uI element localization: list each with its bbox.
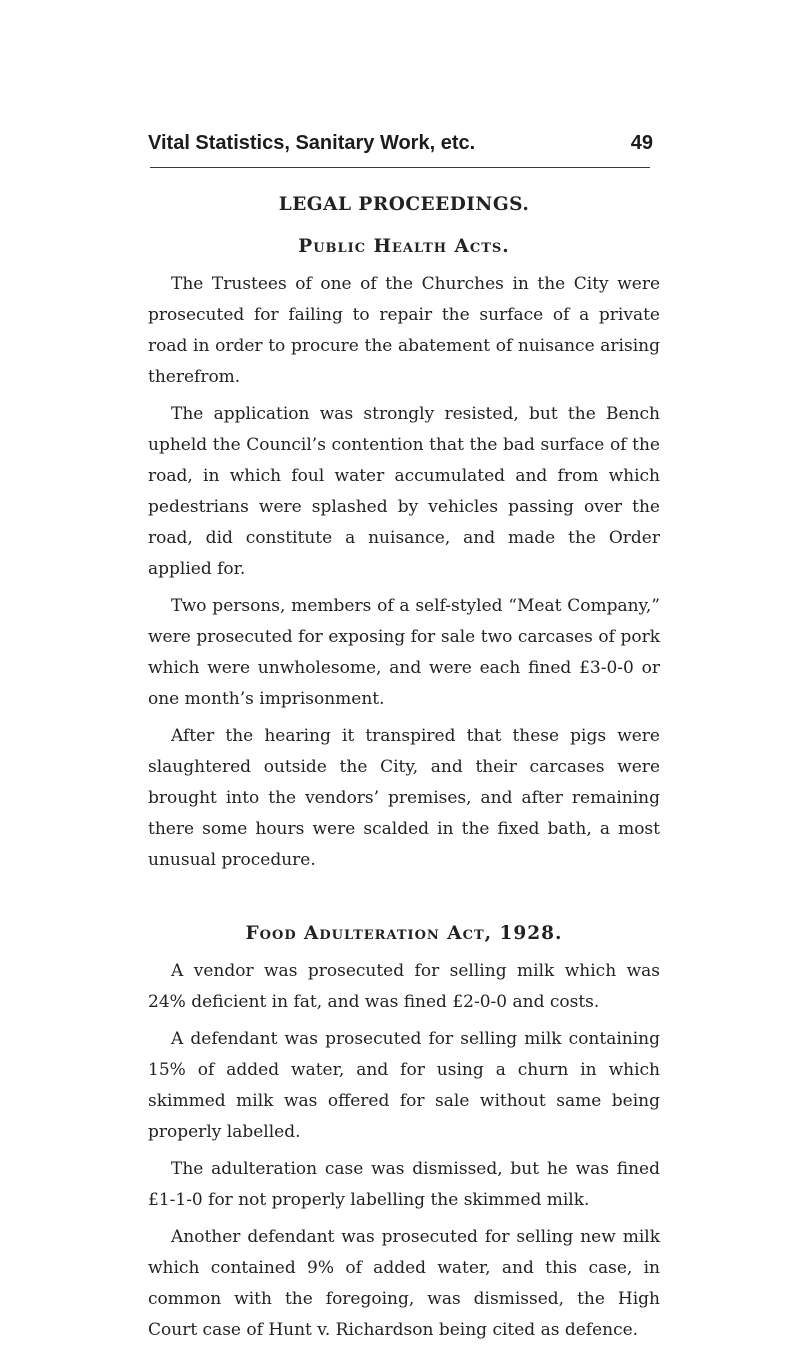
paragraph: The application was strongly resisted, but the Bench upheld the Council’s contention that the bad surface of the road, in which foul water accumulated and from which pedestrians were splashed by vehicles passing over the road, did constitute a nuisance, and made the Order applied for. [148, 404, 660, 579]
paragraph: The Trustees of one of the Churches in the City were prosecuted for failing to repair the surface of a private road in order to procure the abatement of nuisance arising therefrom. [148, 274, 660, 387]
section-heading: LEGAL PROCEEDINGS. [278, 194, 530, 215]
paragraph: A vendor was prosecuted for selling milk which was 24% deficient in fat, and was fined £2-0-0 and costs. [148, 961, 660, 1012]
body-text [148, 183, 660, 1352]
paragraph: The adulteration case was dismissed, but he was fined £1-1-0 for not properly labelling the skimmed milk. [148, 1159, 660, 1210]
food-adulteration-act-heading: Food Adulteration Act, 1928. [245, 923, 563, 944]
paragraph: Two persons, members of a self-styled “Meat Company,” were prosecuted for exposing for sale two carcases of pork which were unwholesome, and were each fined £3-0-0 or one month’s imprisonment. [148, 596, 660, 709]
paragraph: A defendant was prosecuted for selling milk containing 15% of added water, and for using a churn in which skimmed milk was offered for sale without same being properly labelled. [148, 1029, 660, 1142]
header-rule [150, 167, 650, 168]
paragraph: After the hearing it transpired that these pigs were slaughtered outside the City, and their carcases were brought into the vendors’ premises, and after remaining there some hours were scalded in the fixed bath, a most unusual procedure. [148, 726, 660, 870]
running-head-title: Vital Statistics, Sanitary Work, etc. [148, 132, 476, 154]
page-number: 49 [630, 132, 653, 154]
paragraph: Another defendant was prosecuted for selling new milk which contained 9% of added water, and this case, in common with the foregoing, was dismissed, the High Court case of Hunt v. Richardson being cited as defence. [148, 1227, 660, 1340]
public-health-acts-heading: Public Health Acts. [298, 236, 510, 257]
section-spacer [148, 882, 660, 910]
